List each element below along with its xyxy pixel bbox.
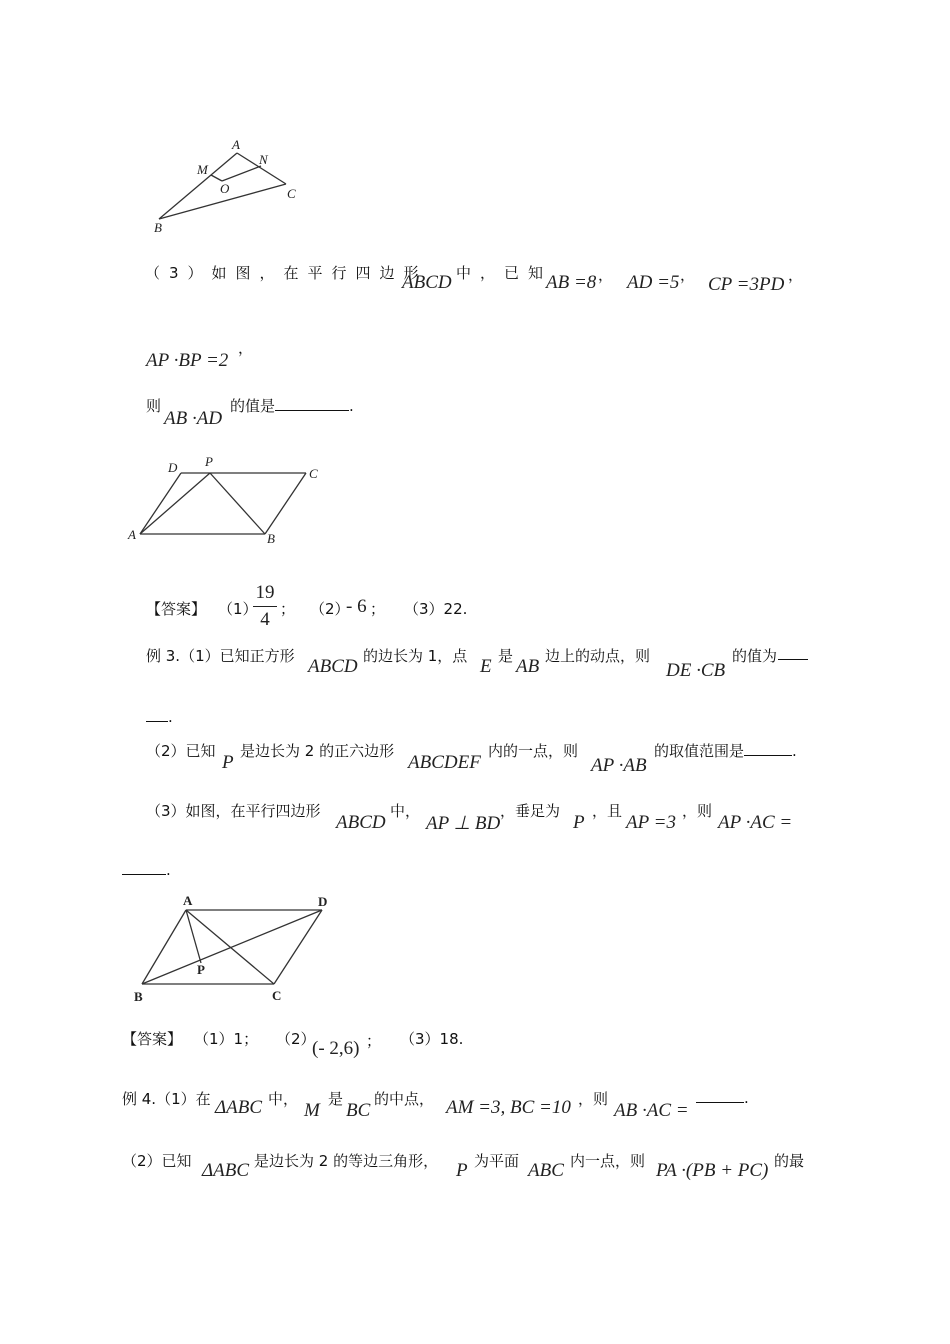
ex3-q3-b: 中，	[390, 802, 421, 820]
ex3-q1-answer-blank-1[interactable]	[778, 645, 808, 660]
ex4-q2-p: P	[456, 1160, 468, 1181]
label-p: P	[205, 454, 213, 469]
ex3-q1-e2: 的值为	[732, 647, 778, 665]
q3-abad: AB ·AD	[164, 408, 223, 429]
ex4-q1-cond: AM =3, BC =10	[446, 1097, 571, 1118]
ex3-q2-b: 是边长为 2 的正六边形	[240, 742, 395, 760]
ex3-q2-c: 内的一点，则	[488, 742, 579, 760]
q3-period: .	[349, 397, 354, 415]
ex3-q1-a: 例 3.（1）已知正方形	[146, 647, 295, 665]
answer-1-value2: - 6	[346, 596, 367, 617]
q3-apbp-eq: AP ·BP =2	[146, 350, 229, 371]
fraction-bar	[253, 606, 277, 607]
ex3-q2-a: （2）已知	[146, 742, 216, 760]
q3-answer-blank[interactable]	[275, 396, 349, 411]
answer-2-sep: ；	[366, 1032, 382, 1050]
q3-comma2: ，	[680, 266, 696, 284]
ex3-q3-ap-eq: AP =3	[626, 812, 676, 833]
parallelogram-perpendicular-figure	[126, 888, 346, 1003]
ex4-q2-a: （2）已知	[122, 1152, 192, 1170]
label-c: C	[309, 466, 318, 481]
ex4-q1-b: 中，	[268, 1090, 299, 1108]
ex3-q2-hex: ABCDEF	[408, 752, 481, 773]
answer-2-value2: (- 2,6)	[312, 1038, 360, 1059]
ex4-q1-e: ，则	[578, 1090, 609, 1108]
answer-1-part3: （3）22.	[404, 600, 468, 618]
ex4-q1-expr: AB ·AC =	[614, 1100, 689, 1121]
ex4-q1-d: 的中点，	[374, 1090, 435, 1108]
label-p: P	[197, 962, 205, 977]
ex3-q3-wrap	[122, 860, 171, 879]
label-a: A	[128, 527, 136, 542]
label-o: O	[220, 181, 230, 196]
label-a: A	[183, 893, 193, 908]
ex3-q3-end: .	[166, 861, 171, 879]
parallelogram-figure	[122, 452, 332, 552]
ex3-q3-d: ，且	[592, 802, 623, 820]
q3-tail-text: 的值是	[230, 397, 276, 415]
answer-1-fraction	[253, 582, 277, 631]
q3-ab-eq: AB =8	[546, 272, 597, 293]
triangle-figure	[140, 132, 320, 242]
label-n: N	[259, 152, 268, 167]
ex4-q2-tri: ΔABC	[202, 1160, 250, 1181]
ex4-q2-d: 内一点，则	[570, 1152, 646, 1170]
ex4-q2-c: 为平面	[474, 1152, 520, 1170]
label-c: C	[287, 186, 296, 201]
ex3-q1-ab: AB	[516, 656, 540, 677]
label-m: M	[197, 162, 208, 177]
q3-ze: 则	[146, 397, 162, 415]
answer-1-part1: （1）	[218, 600, 258, 618]
q3-comma1: ，	[598, 266, 614, 284]
ex4-q1-end: .	[744, 1089, 749, 1107]
ex4-q1-answer-blank[interactable]	[696, 1088, 744, 1103]
ex3-q1-d: 边上的动点，则	[545, 647, 651, 665]
fraction-denominator: 4	[260, 609, 270, 630]
label-c: C	[272, 988, 282, 1003]
ex3-q3-p: P	[573, 812, 585, 833]
ex3-q3-e: ，则	[682, 802, 713, 820]
ex3-q1-e: E	[480, 656, 492, 677]
ex3-q3-answer-blank[interactable]	[122, 860, 166, 875]
ex3-q3-a: （3）如图，在平行四边形	[146, 802, 321, 820]
ex4-q1-a: 例 4.（1）在	[122, 1090, 211, 1108]
label-d: D	[168, 460, 178, 475]
ex3-q1-wrap	[146, 707, 173, 726]
ex3-q3-expr: AP ·AC =	[718, 812, 793, 833]
ex3-q1-end: .	[168, 708, 173, 726]
ex4-q2-b: 是边长为 2 的等边三角形，	[254, 1152, 439, 1170]
ex4-q1-tri: ΔABC	[215, 1097, 263, 1118]
ex3-q1-expr: DE ·CB	[666, 660, 726, 681]
ex4-q2-e: 的最	[774, 1152, 805, 1170]
ex3-q2-answer-blank[interactable]	[744, 741, 792, 756]
ex3-q1-b: 的边长为 1，点	[363, 647, 468, 665]
q3-cp-eq: CP =3PD	[708, 274, 785, 295]
q3-comma3: ，	[788, 266, 804, 284]
answer-2-tag: 【答案】	[122, 1030, 183, 1048]
answer-1-part2: （2）	[310, 600, 350, 618]
ex3-q1-answer-blank-2[interactable]	[146, 707, 168, 722]
ex4-q2-expr: PA ·(PB + PC)	[656, 1160, 769, 1181]
answer-2-part1: （1）1；	[194, 1030, 259, 1048]
ex3-q1-c: 是	[498, 647, 514, 665]
q3-comma4: ，	[238, 339, 254, 357]
label-b: B	[154, 220, 162, 235]
answer-2-part3: （3）18.	[400, 1030, 464, 1048]
ex4-q1-m: M	[304, 1100, 320, 1121]
answer-2-part2: （2）	[276, 1030, 316, 1048]
answer-1-sep1: ；	[280, 600, 296, 618]
label-d: D	[318, 894, 328, 909]
label-b: B	[134, 989, 143, 1003]
ex3-q2-expr: AP ·AB	[591, 755, 647, 776]
q3-zhong: 中，已知	[456, 264, 553, 282]
label-a: A	[232, 137, 240, 152]
ex3-q3-perp: AP ⊥ BD	[426, 813, 501, 834]
ex4-q1-c: 是	[328, 1090, 344, 1108]
q3-ad-eq: AD =5	[627, 272, 680, 293]
ex3-q2-p: P	[222, 752, 234, 773]
ex3-q1-abcd: ABCD	[308, 656, 358, 677]
ex3-q3-abcd: ABCD	[336, 812, 386, 833]
ex4-q1-tail	[696, 1088, 749, 1107]
q3-prefix: （3）如图，在平行四边形	[145, 264, 428, 282]
q3-abcd: ABCD	[402, 272, 452, 293]
ex3-q3-c: ，垂足为	[500, 802, 561, 820]
answer-1-sep2: ；	[370, 600, 386, 618]
label-b: B	[267, 531, 275, 546]
ex3-q2-end: .	[792, 742, 797, 760]
q3-tail	[230, 395, 354, 416]
ex3-q2-d-text: 的取值范围是	[654, 742, 745, 760]
ex4-q1-bc: BC	[346, 1100, 371, 1121]
answer-1-tag: 【答案】	[146, 600, 207, 618]
ex3-q2-d	[654, 740, 797, 761]
ex4-q2-abc: ABC	[528, 1160, 564, 1181]
fraction-numerator: 19	[255, 582, 275, 603]
